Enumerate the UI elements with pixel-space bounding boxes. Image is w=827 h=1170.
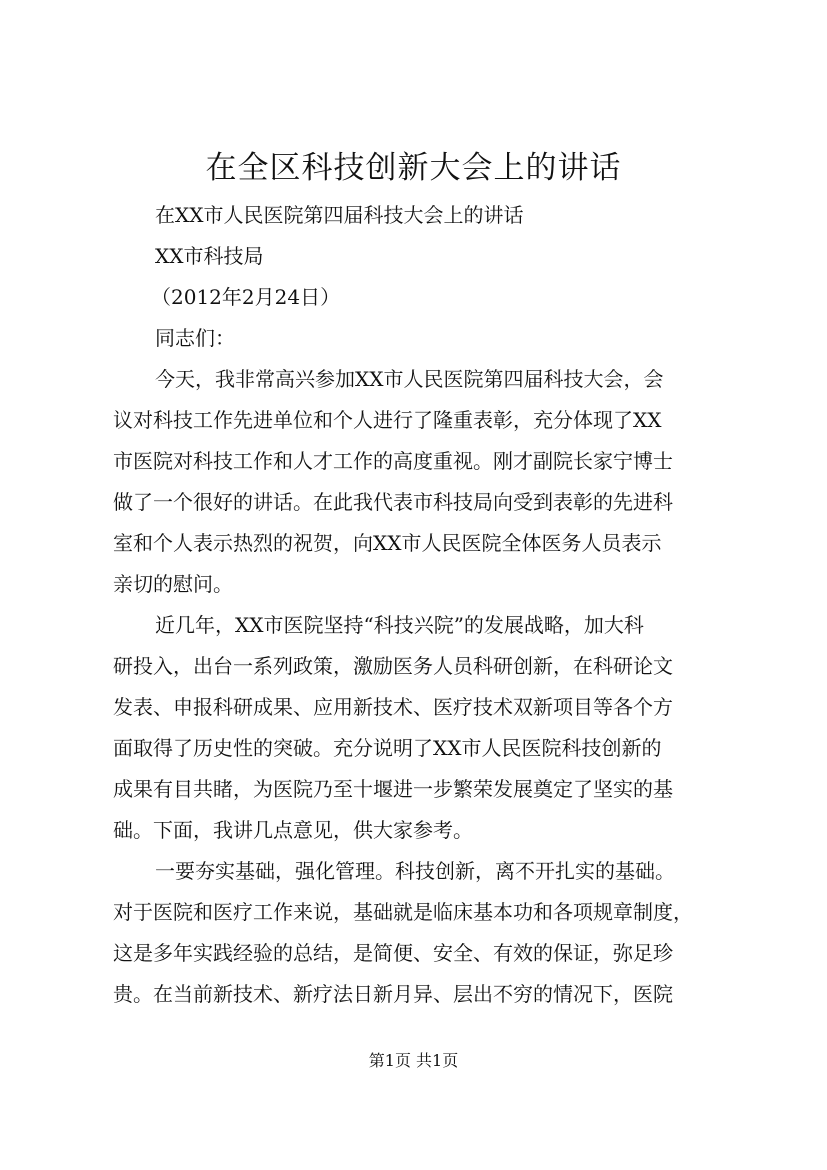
text-line: 做了一个很好的讲话。在此我代表市科技局向受到表彰的先进科 (113, 490, 673, 514)
text-line: 同志们： (155, 326, 235, 350)
text-line: 发表、申报科研成果、应用新技术、医疗技术双新项目等各个方 (113, 695, 673, 719)
text-line: 一要夯实基础，强化管理。科技创新，离不开扎实的基础。 (155, 859, 675, 883)
document-title: 在全区科技创新大会上的讲话 (205, 150, 622, 186)
text-line: （2012年2月24日） (151, 285, 341, 309)
document-body (113, 195, 725, 1015)
text-line: 市医院对科技工作和人才工作的高度重视。刚才副院长家宁博士 (113, 449, 673, 473)
text-line: 亲切的慰问。 (113, 572, 233, 596)
text-line: 对于医院和医疗工作来说，基础就是临床基本功和各项规章制度， (113, 900, 693, 924)
text-line: 在XX市人民医院第四届科技大会上的讲话 (155, 203, 524, 227)
text-line: 议对科技工作先进单位和个人进行了隆重表彰，充分体现了XX (113, 408, 662, 432)
text-line: 成果有目共睹，为医院乃至十堰进一步繁荣发展奠定了坚实的基 (113, 777, 673, 801)
text-line: 面取得了历史性的突破。充分说明了XX市人民医院科技创新的 (113, 736, 662, 760)
text-line: XX市科技局 (155, 244, 264, 268)
text-line: 近几年，XX市医院坚持“科技兴院”的发展战略，加大科 (155, 613, 644, 637)
text-line: 研投入，出台一系列政策，激励医务人员科研创新，在科研论文 (113, 654, 673, 678)
text-line: 室和个人表示热烈的祝贺，向XX市人民医院全体医务人员表示 (113, 531, 662, 555)
text-line: 贵。在当前新技术、新疗法日新月异、层出不穷的情况下，医院 (113, 982, 673, 1006)
page-indicator: 第1页 共1页 (368, 1051, 459, 1070)
text-line: 今天，我非常高兴参加XX市人民医院第四届科技大会，会 (155, 367, 664, 391)
text-line: 这是多年实践经验的总结，是简便、安全、有效的保证，弥足珍 (113, 941, 673, 965)
text-line: 础。下面，我讲几点意见，供大家参考。 (113, 818, 473, 842)
